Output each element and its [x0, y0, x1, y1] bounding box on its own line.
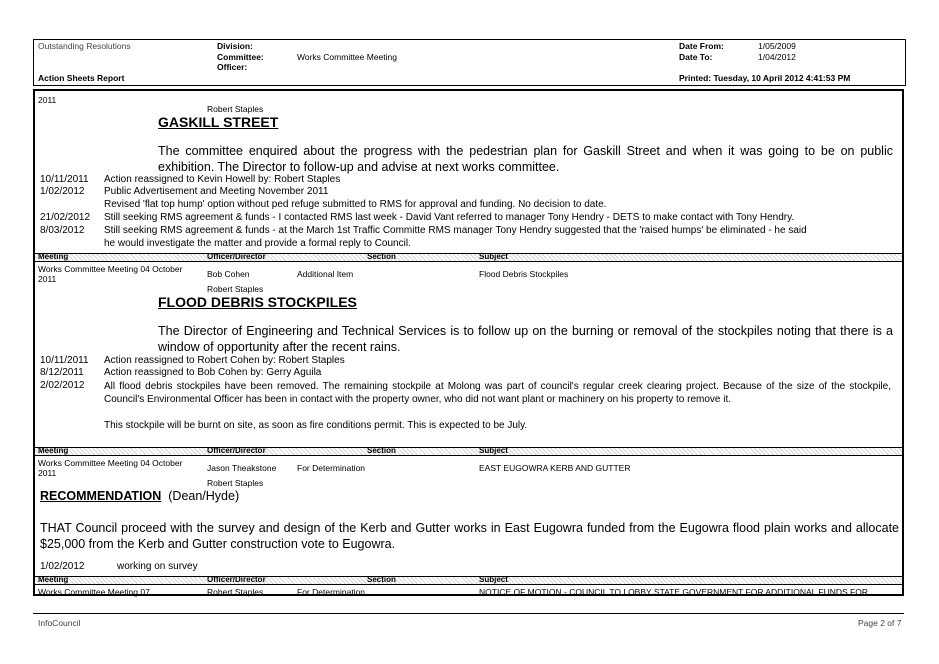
recommendation-movers: (Dean/Hyde) — [168, 489, 240, 503]
footer-brand: InfoCouncil — [38, 618, 81, 628]
column-officer: Officer/Director — [207, 575, 266, 584]
column-section: Section — [367, 446, 396, 455]
recommendation-title: RECOMMENDATION — [40, 489, 162, 503]
action-text: Action reassigned to Bob Cohen by: Gerry Aguila — [104, 367, 322, 378]
action-date: 10/11/2011 — [40, 355, 89, 366]
column-section: Section — [367, 252, 396, 261]
officer-cell: Robert Staples — [207, 478, 264, 488]
meeting-cell: 2011 — [38, 95, 57, 105]
column-section: Section — [367, 575, 396, 584]
date-to-value: 1/04/2012 — [758, 52, 796, 62]
action-text: Still seeking RMS agreement & funds - I contacted RMS last week - David Vant referred to manager Tony Hendry - DETS to make contact with Tony Hendry. — [104, 212, 795, 223]
subject-cell: NOTICE OF MOTION - COUNCIL TO LOBBY STATE GOVERNMENT FOR ADDITIONAL FUNDS FOR — [479, 587, 868, 597]
date-from-value: 1/05/2009 — [758, 41, 796, 51]
action-text: Revised 'flat top hump' option without ped refuge submitted to RMS for approval and funding. No decision to date. — [104, 199, 607, 210]
recommendation-text: THAT Council proceed with the survey and design of the Kerb and Gutter works in East Eugowra funded from the Eugowra flood plain works and allocate $25,000 from the Kerb and Gutter construction vote to Eugowra. — [40, 521, 899, 551]
officer-cell: Robert Staples — [207, 587, 264, 597]
action-date: 21/02/2012 — [40, 212, 91, 223]
meeting-cell: Works Committee Meeting 04 October — [38, 264, 183, 274]
action-text: Action reassigned to Robert Cohen by: Robert Staples — [104, 355, 345, 366]
action-date: 2/02/2012 — [40, 380, 85, 391]
column-meeting: Meeting — [38, 446, 69, 455]
section-cell: For Determination — [297, 587, 366, 597]
meeting-cell: Works Committee Meeting 04 October — [38, 458, 183, 468]
action-note: This stockpile will be burnt on site, as soon as fire conditions permit. This is expected to be July. — [104, 420, 528, 431]
division-label: Division: — [217, 41, 253, 51]
column-officer: Officer/Director — [207, 252, 266, 261]
officer-cell: Bob Cohen — [207, 269, 250, 279]
action-text: he would investigate the matter and provide a formal reply to Council. — [104, 238, 411, 249]
recommendation-heading — [40, 489, 239, 503]
printed-timestamp: Printed: Tuesday, 10 April 2012 4:41:53 PM — [679, 73, 851, 83]
column-subject: Subject — [479, 575, 508, 584]
date-from-label: Date From: — [679, 41, 724, 51]
section-cell: For Determination — [297, 463, 366, 473]
committee-value: Works Committee Meeting — [297, 52, 397, 62]
officer-cell: Robert Staples — [207, 284, 264, 294]
subject-cell: EAST EUGOWRA KERB AND GUTTER — [479, 463, 631, 473]
resolution-text: The committee enquired about the progress with the pedestrian plan for Gaskill Street and when it was going to be on public exhibition. The Director to follow-up and advise at next works committee. — [158, 144, 893, 174]
footer-divider — [33, 613, 904, 614]
officer-cell: Jason Theakstone — [207, 463, 277, 473]
section-cell: Additional Item — [297, 269, 354, 279]
action-date: 8/12/2011 — [40, 367, 84, 378]
meeting-cell: Works Committee Meeting 07 — [38, 587, 150, 597]
resolution-text: The Director of Engineering and Technical Services is to follow up on the burning or removal of the stockpiles noting that there is a window of opportunity after the recent rains. — [158, 324, 893, 354]
officer-label: Officer: — [217, 62, 248, 72]
resolution-heading: GASKILL STREET — [158, 114, 279, 130]
action-text: working on survey — [117, 561, 198, 572]
page-number: Page 2 of 7 — [858, 618, 902, 628]
report-name: Action Sheets Report — [38, 73, 125, 83]
action-date: 8/03/2012 — [40, 225, 85, 236]
report-type: Outstanding Resolutions — [38, 41, 131, 51]
action-date: 1/02/2012 — [40, 561, 85, 572]
column-meeting: Meeting — [38, 252, 69, 261]
action-text: Public Advertisement and Meeting November 2011 — [104, 186, 329, 197]
column-officer: Officer/Director — [207, 446, 266, 455]
subject-cell: Flood Debris Stockpiles — [479, 269, 569, 279]
column-header-bar — [35, 253, 902, 262]
meeting-cell: 2011 — [38, 274, 57, 284]
action-date: 10/11/2011 — [40, 174, 89, 185]
column-header-bar — [35, 576, 902, 585]
action-text: Still seeking RMS agreement & funds - at the March 1st Traffic Committe RMS manager Tony Hendry suggested that the 'raised humps' be eliminated - he said — [104, 225, 807, 236]
committee-label: Committee: — [217, 52, 264, 62]
column-header-bar — [35, 447, 902, 456]
action-text: All flood debris stockpiles have been removed. The remaining stockpile at Molong was part of council's regular creek clearing project. Because of the size of the stockpile, Council's Environmental Officer has been in contact with the property owner, who did not want plant or machinery on his property to remove it. — [104, 381, 891, 405]
date-to-label: Date To: — [679, 52, 713, 62]
column-meeting: Meeting — [38, 575, 69, 584]
column-subject: Subject — [479, 252, 508, 261]
resolution-heading: FLOOD DEBRIS STOCKPILES — [158, 294, 357, 310]
meeting-cell: 2011 — [38, 468, 57, 478]
column-subject: Subject — [479, 446, 508, 455]
officer-cell: Robert Staples — [207, 104, 264, 114]
action-date: 1/02/2012 — [40, 186, 85, 197]
action-text: Action reassigned to Kevin Howell by: Robert Staples — [104, 174, 341, 185]
